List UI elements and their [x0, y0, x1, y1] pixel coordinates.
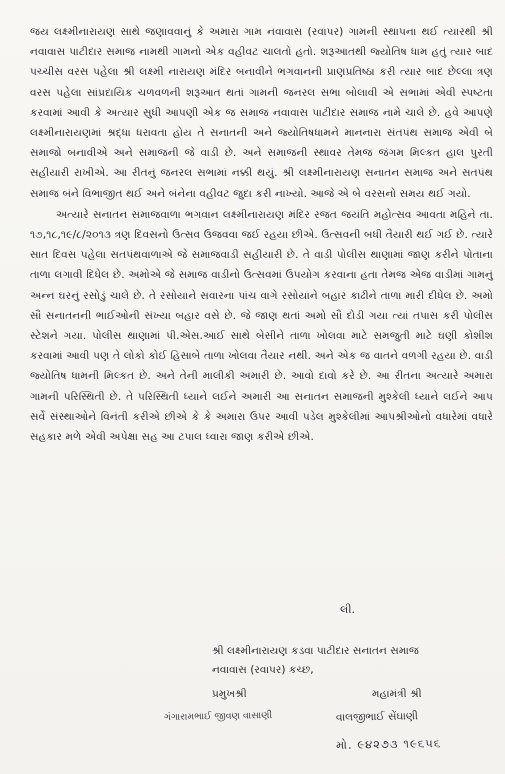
president-name: ગંગારામભાઈ જીવણ વાસાણી	[163, 710, 273, 723]
letter-closing: લી.	[340, 603, 355, 616]
secretary-name: વાલજીભાઈ સેંઘાણી	[335, 710, 419, 724]
signature-organization	[212, 642, 419, 680]
president-label: પ્રમુખશ્રી	[212, 688, 247, 700]
signature-org-line-2: નવાવાસ (રવાપર) કચ્છ,	[212, 664, 314, 676]
mobile-number: મો. ૯૪૨૭૩ ૧૯૬૫૬	[335, 736, 442, 752]
secretary-label: મહામંત્રી શ્રી	[372, 688, 422, 700]
signature-org-line-1: શ્રી લક્ષ્મીનારાયણ કડવા પાટીદાર સનાતન સમાજ	[212, 645, 419, 657]
letter-paragraph-1: જય લક્ષ્મીનારાયણ સાથે જણાવવાનું કે અમારા ગામ નવાવાસ (રવાપર) ગામની સ્થાપના થઈ ત્યારથી શ્રી નવાવાસ પાટીદાર સમાજ નામથી ગામનો એક વહીવટ ચાલતો હતો. શરૂઆતથી જ્યોતિષ ધામ હતું ત્યાર બાદ પચ્ચીસ વરસ પહેલા શ્રી લક્ષ્મી નારાયણ મંદિર બનાવીને ભગવાનની પ્રાણપ્રતિષ્ઠા કરી ત્યાર બાદ છેલ્લા ત્રણ વરસ પહેલા સાંપ્રદાયિક ચળવળની શરૂઆત થતાં ગામની જનરલ સભા બોલાવી એ સભામાં એવી સ્પષ્ટતા કરવામાં આવી કે અત્યાર સુધી આપણી એક જ સમાજ નવાવાસ પાટીદાર સમાજ નામે ચાલે છે. હવે આપણે લક્ષ્મીનારાયણમાં શ્રદ્ધા ધરાવતા હોય તે સનાતની અને જ્યોતિષધામને માનનારા સંતપંથ સમાજ એવી બે સમાજો બનાવીએ અને સમાજની જે વાડી છે. અને સમાજની સ્થાવર તેમજ જંગમ મિલ્કત હાલ પુરતી સહીયારી રાખીએ. આ રીતનું જનરલ સભામાં નક્કી થયું. શ્રી લક્ષ્મીનારાયણ સનાતન સમાજ અને સતપંથ સમાજ બંને વિભાજીત થઈ અને બંનેના વહીવટ જુદા કરી નાખ્યો. આજે એ બે વરસનો સમય થઈ ગયો.	[30, 26, 497, 200]
letter-paragraph-2: અત્યારે સનાતન સમાજવાળા ભગવાન લક્ષ્મીનારાયણ મંદિર રજત જયંતિ મહોત્સવ આવતા મહિને તા. ૧૭,૧૮,૧૯/૮/૨૦૧૩ ત્રણ દિવસનો ઉત્સવ ઉજવવા જઈ રહયા છીએ. ઉત્સવની બધી તૈયારી થઈ ગઈ છે. ત્યારે સાત દિવસ પહેલા સતપંથવાળાએ જે સમાજવાડી સહીયારી છે. તે વાડી પોલીસ થાણામાં જાણ કરીને પોતાના તાળા લગાવી દિધેલ છે. અમોએ જે સમાજ વાડીનો ઉત્સવમાં ઉપયોગ કરવાના હતા તેમજ એજ વાડીમાં ગામનું અન્ન ઘરનું રસોડું ચાલે છે. તે રસોયાને સવારના પાંચ વાગે રસોયાને બહાર કાઢીને તાળા મારી દીધેલ છે. અમો સૌ સનાતનની ભાઈઓની સંખ્યા બહાર વસે છે. જે જાણ થતાં અમો સૌ દોડી ગયા ત્યાં તપાસ કરી પોલીસ સ્ટેશને ગયા. પોલીસ થાણામાં પી.એસ.આઈ સાથે બેસીને તાળા ખોલવા માટે સમજુતી માટે ઘણી કોશીશ કરવામાં આવી પણ તે લોકો કોઈ હિસાબે તાળા ખોલવા તૈયાર નથી. અને એક જ વાતને વળગી રહયા છે. વાડી જ્યોતિષ ધામની મિલ્કત છે. અને તેની માલીકી અમારી છે. આવો દાવો કરે છે. આ રીતના અત્યારે અમારા ગામની પરિસ્થિતી છે. તે પરિસ્થિતી ધ્યાને લઈને અમારી આ સનાતન સમાજની મુશ્કેલી ધ્યાને લઈને આપ સર્વે સંસ્થાઓને વિનંતી કરીએ છીએ કે કે અમારા ઉપર આવી પડેલ મુશ્કેલીમાં આપશ્રીઓનો વધારેમાં વધારે સહકાર મળે એવી અપેક્ષા સહ આ ટપાલ ધ્વારા જાણ કરીએ છીએ.	[30, 208, 497, 444]
